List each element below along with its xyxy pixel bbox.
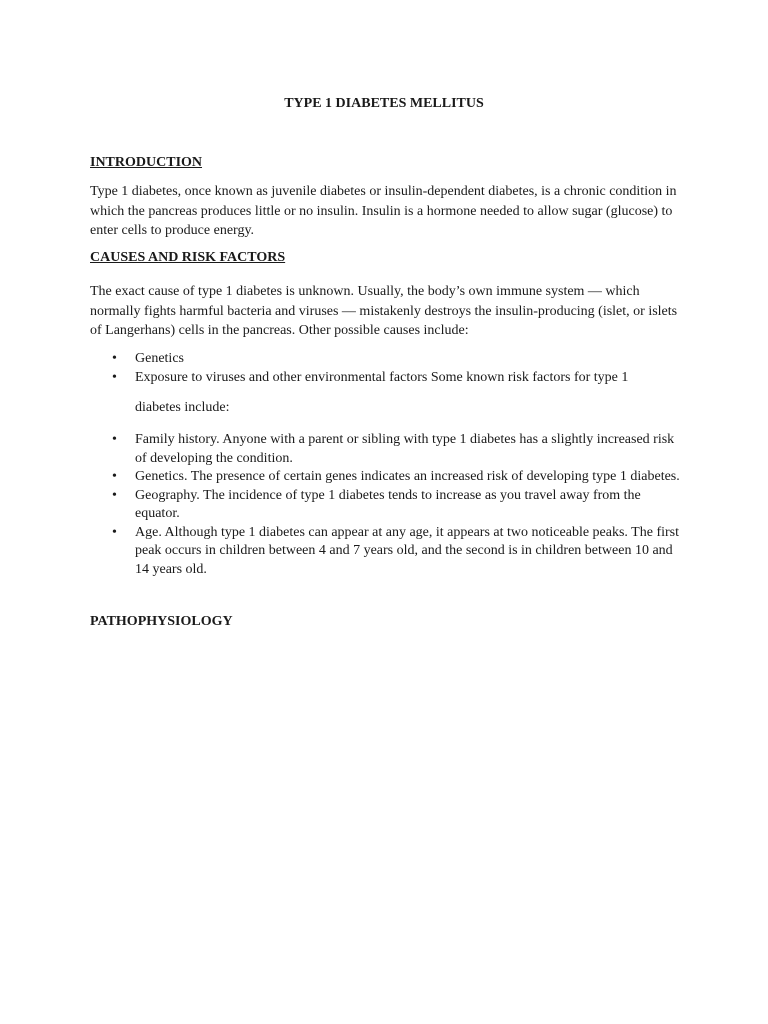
- list-item-text: Geography. The incidence of type 1 diabetes tends to increase as you travel away from the equator.: [135, 487, 641, 521]
- list-item-text: Age. Although type 1 diabetes can appear at any age, it appears at two noticeable peaks. The first peak occurs in children between 4 and 7 years old, and the second is in children between 10 and 14 years old.: [135, 524, 679, 577]
- bullet: •: [112, 432, 117, 447]
- list-item: [90, 468, 680, 487]
- list-item: [90, 350, 680, 369]
- bullet: •: [112, 369, 117, 385]
- list-item-text: Genetics: [135, 351, 184, 366]
- list-item: [90, 431, 680, 468]
- list-item: [90, 524, 680, 580]
- document-title: TYPE 1 DIABETES MELLITUS: [284, 96, 484, 111]
- bullet: •: [112, 469, 117, 484]
- list-item-text: Family history. Anyone with a parent or sibling with type 1 diabetes has a slightly increased risk of developing the condition.: [135, 432, 675, 466]
- list-item-text: Genetics. The presence of certain genes indicates an increased risk of developing type 1 diabetes.: [135, 469, 680, 484]
- pathophysiology-heading: PATHOPHYSIOLOGY: [90, 614, 233, 629]
- introduction-paragraph: Type 1 diabetes, once known as juvenile diabetes or insulin-dependent diabetes, is a chronic condition in which the pancreas produces little or no insulin. Insulin is a hormone needed to allow sugar (glucose) to enter cells to produce energy.: [90, 184, 677, 238]
- list-item-continuation: diabetes include:: [135, 400, 230, 415]
- bullet: •: [112, 524, 117, 540]
- causes-paragraph: The exact cause of type 1 diabetes is unknown. Usually, the body’s own immune system — which normally fights harmful bacteria and viruses — mistakenly destroys the insulin-producing (islet, or islets of Langerhans) cells in the pancreas. Other possible causes include:: [90, 284, 678, 338]
- introduction-heading: INTRODUCTION: [90, 155, 203, 170]
- list-item: [90, 487, 680, 524]
- list-item-text: Exposure to viruses and other environmental factors Some known risk factors for type 1: [135, 369, 629, 385]
- causes-heading: CAUSES AND RISK FACTORS: [90, 250, 286, 265]
- bullet: •: [112, 351, 117, 366]
- causes-list: [90, 350, 680, 418]
- list-item: [90, 369, 680, 418]
- risk-factors-list: [90, 431, 680, 579]
- bullet: •: [112, 487, 117, 503]
